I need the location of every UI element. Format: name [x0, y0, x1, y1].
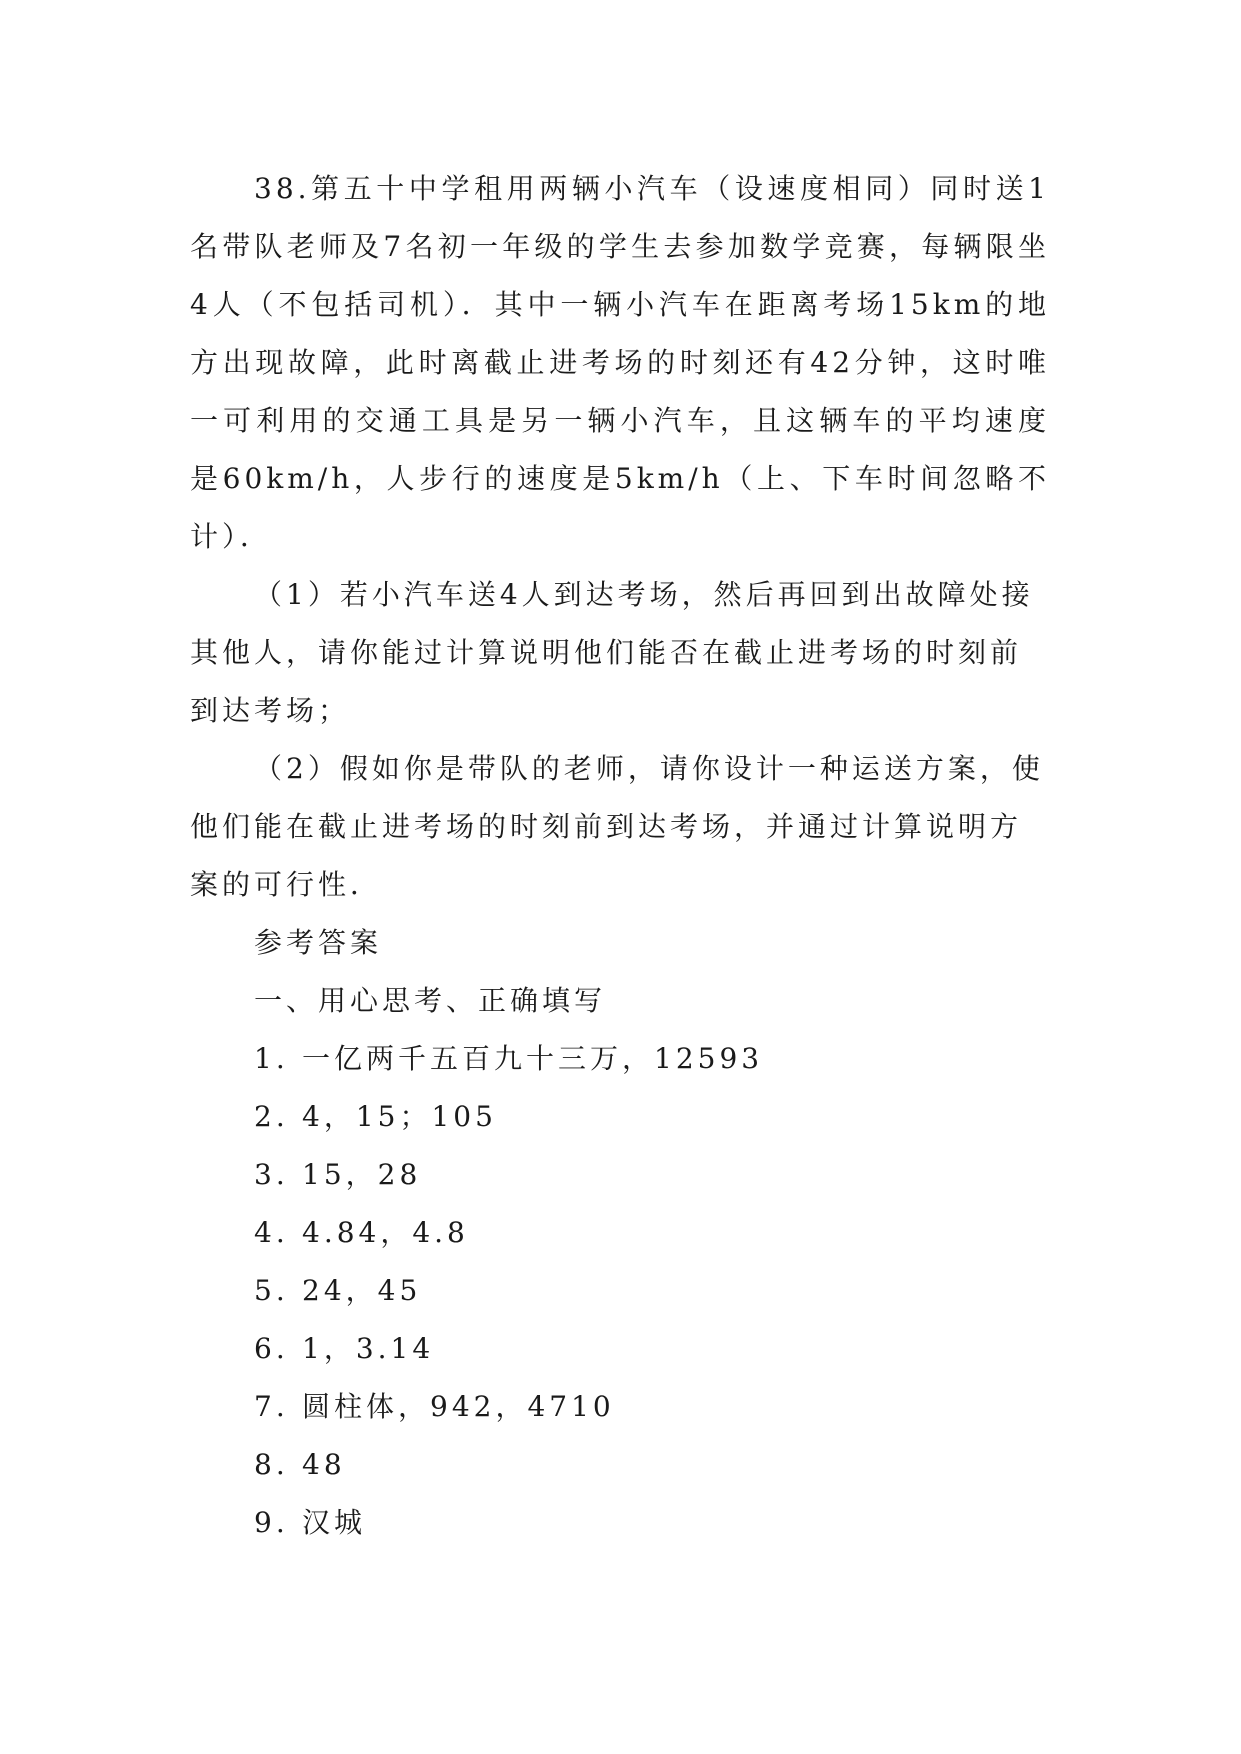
answer-text: 一亿两千五百九十三万，12593: [302, 1042, 764, 1075]
answer-item: [190, 1494, 1050, 1552]
answer-number: 5.: [254, 1274, 289, 1307]
answers-section-title: 一、用心思考、正确填写: [254, 984, 607, 1017]
answer-number: 3.: [254, 1158, 289, 1191]
answer-item: [190, 1320, 1050, 1378]
answers-heading: 参考答案: [254, 926, 383, 959]
problem-38-text: 38.第五十中学租用两辆小汽车（设速度相同）同时送1名带队老师及7名初一年级的学生去参加数学竞赛，每辆限坐4人（不包括司机）．其中一辆小汽车在距离考场15km的地方出现故障，此时离截止进考场的时刻还有42分钟，这时唯一可利用的交通工具是另一辆小汽车，且这辆车的平均速度是60km/h，人步行的速度是5km/h（上、下车时间忽略不计）．: [190, 172, 1050, 553]
answer-number: 2.: [254, 1100, 289, 1133]
problem-38-question-2: （2）假如你是带队的老师，请你设计一种运送方案，使他们能在截止进考场的时刻前到达考场，并通过计算说明方案的可行性．: [190, 752, 1044, 901]
answer-item: [190, 1262, 1050, 1320]
answer-item: [190, 1146, 1050, 1204]
answer-item: [190, 1436, 1050, 1494]
answer-item: [190, 1204, 1050, 1262]
answer-item: [190, 1088, 1050, 1146]
answer-text: 24，45: [302, 1274, 422, 1307]
answer-number: 7.: [254, 1390, 289, 1423]
answer-item: [190, 1030, 1050, 1088]
answer-number: 8.: [254, 1448, 289, 1481]
answer-text: 4.84，4.8: [302, 1216, 469, 1249]
answer-text: 4，15；105: [302, 1100, 497, 1133]
answer-number: 4.: [254, 1216, 289, 1249]
document-content: [190, 160, 1050, 1552]
answer-text: 1，3.14: [302, 1332, 435, 1365]
answer-text: 圆柱体，942，4710: [302, 1390, 615, 1423]
answer-text: 汉城: [302, 1506, 367, 1539]
answer-number: 9.: [254, 1506, 289, 1539]
answer-item: [190, 1378, 1050, 1436]
answer-text: 15，28: [302, 1158, 422, 1191]
answer-number: 1.: [254, 1042, 289, 1075]
answer-text: 48: [302, 1448, 346, 1481]
answer-number: 6.: [254, 1332, 289, 1365]
problem-38-question-1: （1）若小汽车送4人到达考场，然后再回到出故障处接其他人，请你能过计算说明他们能否在截止进考场的时刻前到达考场；: [190, 578, 1034, 727]
